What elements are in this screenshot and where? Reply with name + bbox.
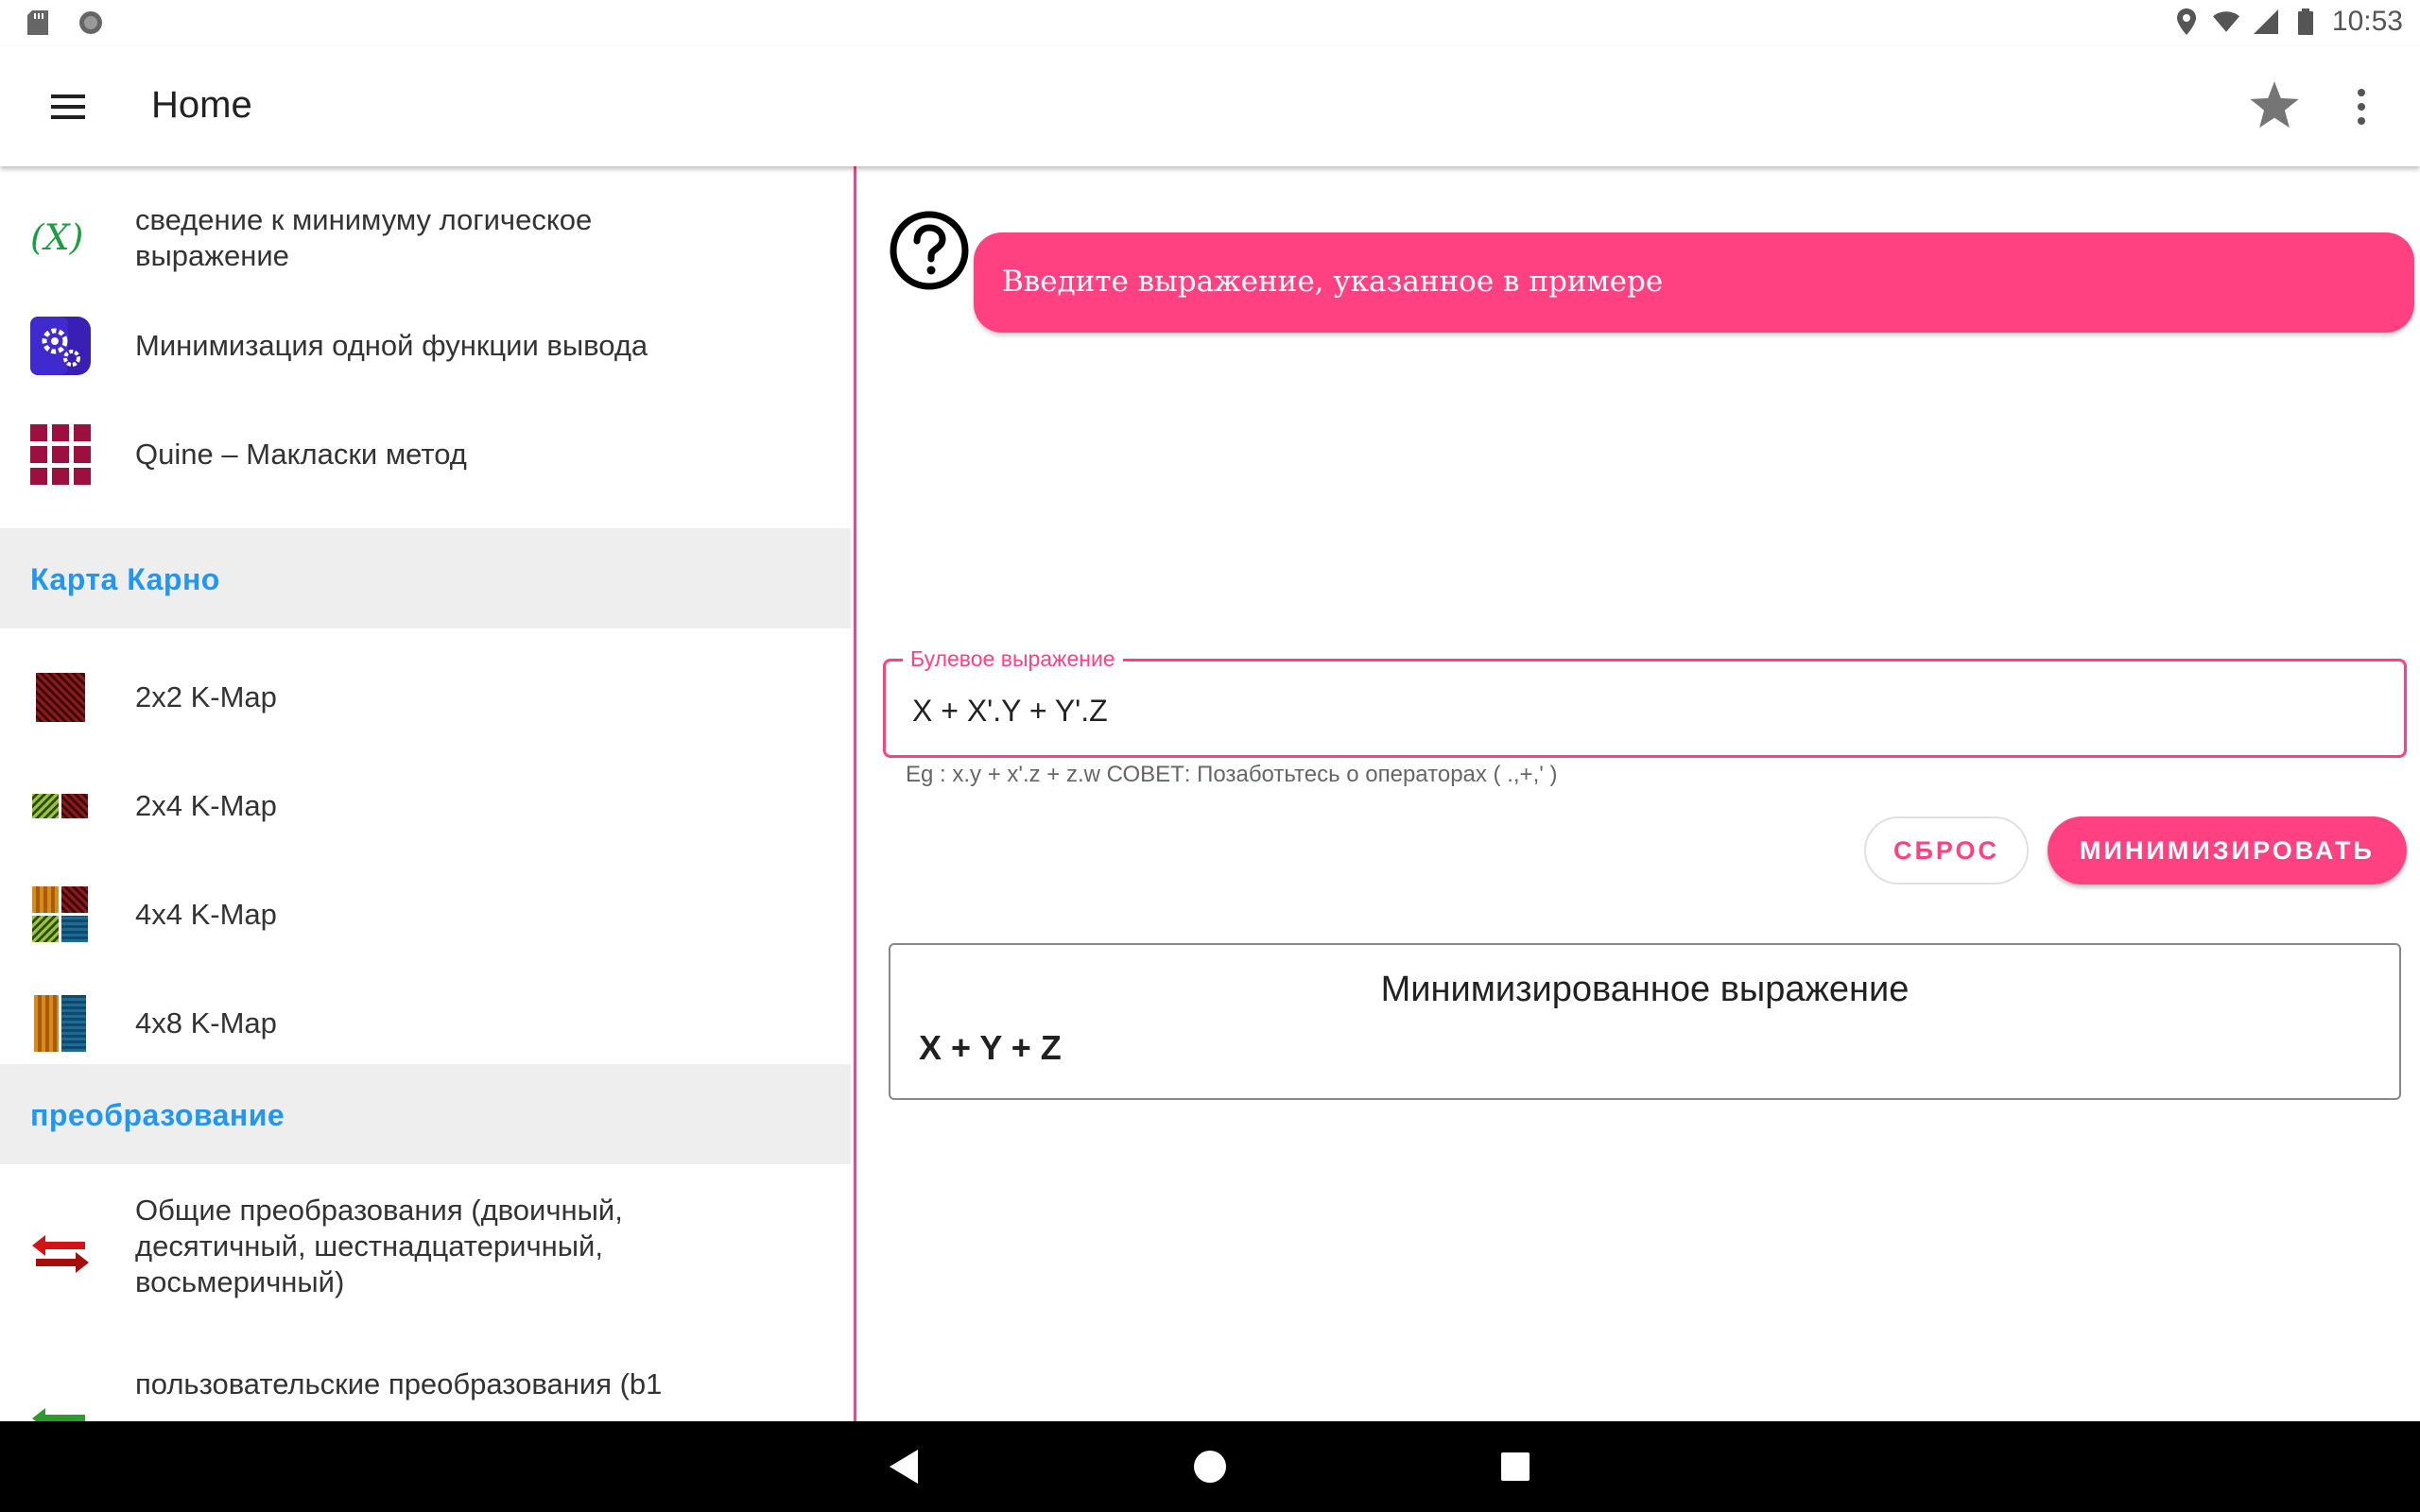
pane-divider [854,166,856,1421]
drawer-item-label: десятичный, шестнадцатеричный, [135,1229,603,1263]
drawer-item-label: восьмеричный) [135,1265,345,1298]
result-value: X + Y + Z [919,1028,1062,1067]
svg-text:(X): (X) [30,216,84,259]
drawer-item-label: выражение [135,239,289,272]
result-card [889,943,2401,1100]
circle-icon [78,9,104,36]
grid-icon [30,424,91,485]
helper-text: Eg : x.y + x'.z + z.w СОВЕТ: Позаботьтесь о операторах ( .,+,' ) [906,762,1558,787]
drawer-item-label: 2x4 K-Map [135,789,277,822]
drawer-item-label: 2x2 K-Map [135,680,277,713]
drawer-item-kmap-2x4[interactable] [0,768,851,844]
app-bar [0,46,2420,166]
kmap-2x4-icon [30,776,91,836]
result-title: Минимизированное выражение [1380,970,1910,1009]
expression-input[interactable] [912,690,2330,731]
boolean-expression-field [883,646,2407,758]
tip-text: Введите выражение, указанное в примере [1002,265,1664,299]
drawer-item-kmap-4x8[interactable] [0,986,851,1061]
drawer-item-label: сведение к минимуму логическое [135,203,593,236]
star-icon[interactable] [2240,73,2308,141]
section-header-conversion [0,1064,851,1164]
menu-icon[interactable] [34,78,102,135]
help-icon[interactable] [889,210,970,291]
home-icon[interactable] [1182,1438,1238,1495]
system-nav-bar [0,1421,2420,1512]
section-title: преобразование [30,1098,285,1132]
drawer-item-custom-conversions[interactable] [0,1366,851,1421]
signal-icon [2253,9,2279,35]
more-vert-icon[interactable] [2342,73,2380,141]
battery-icon [2292,9,2319,35]
kmap-2x2-icon [30,667,91,728]
navigation-drawer [0,166,851,1421]
section-title: Карта Карно [30,562,220,596]
drawer-item-label: Минимизация одной функции вывода [135,329,648,362]
kmap-4x4-icon [30,885,91,945]
drawer-item-label: Общие преобразования (двоичный, [135,1194,623,1227]
drawer-item-label: 4x4 K-Map [135,898,277,931]
recents-icon[interactable] [1487,1438,1544,1495]
drawer-item-general-conversions[interactable] [0,1193,851,1315]
page-title: Home [151,84,252,126]
status-time: 10:53 [2331,6,2403,37]
kmap-4x8-icon [30,993,91,1054]
drawer-item-label: Quine – Макласки метод [135,438,467,471]
drawer-item-boolean-minimize[interactable] [0,195,851,280]
back-icon[interactable] [875,1438,932,1495]
gears-icon [30,316,91,376]
field-label: Булевое выражение [903,646,1123,672]
drawer-item-quine-mccluskey[interactable] [0,417,851,492]
location-icon [2173,9,2200,35]
drawer-item-label: пользовательские преобразования (b1 [135,1367,663,1400]
wifi-icon [2213,9,2239,35]
sd-card-icon [25,9,51,36]
drawer-item-single-output[interactable] [0,308,851,384]
section-header-kmap [0,528,851,628]
reset-button[interactable]: СБРОС [1864,816,2029,885]
tip-bubble [974,232,2414,333]
swap-arrows-green-icon [30,1397,91,1421]
swap-arrows-red-icon [30,1224,91,1284]
drawer-item-kmap-4x4[interactable] [0,877,851,953]
drawer-item-kmap-2x2[interactable] [0,660,851,735]
minimize-button[interactable]: МИНИМИЗИРОВАТЬ [2048,816,2407,885]
drawer-item-label: 4x8 K-Map [135,1006,277,1040]
status-bar [0,0,2420,46]
function-x-icon [30,207,91,267]
